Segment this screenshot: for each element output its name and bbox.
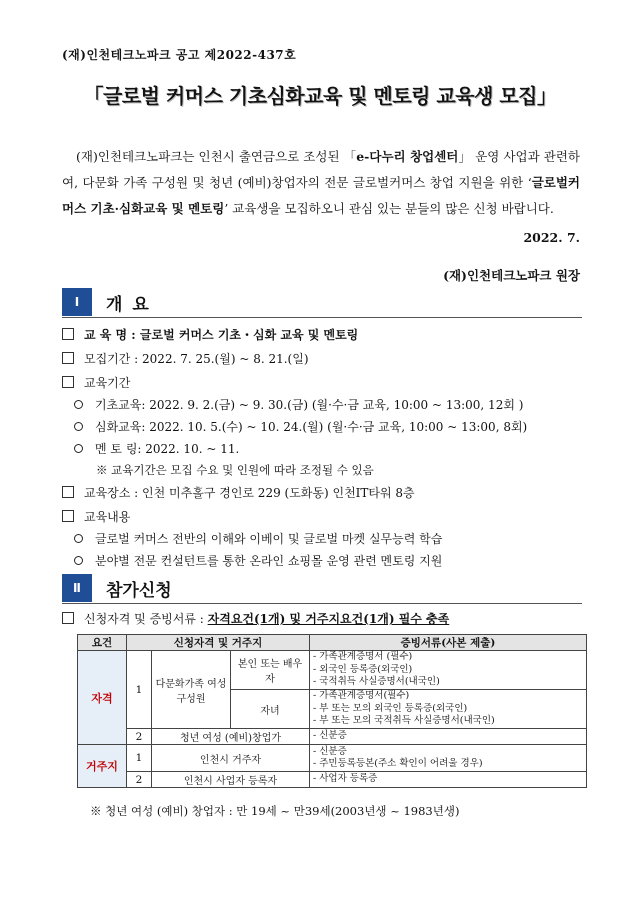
intro-text-1: (재)인천테크노파크는 인천시 출연금으로 조성된 「 bbox=[76, 149, 357, 164]
table-header: 신청자격 및 거주지 bbox=[127, 635, 310, 651]
row-number: 2 bbox=[127, 772, 152, 788]
evidence-item: - 주민등록등본(주소 확인이 어려울 경우) bbox=[313, 758, 483, 769]
section-title: 참가신청 bbox=[106, 580, 172, 601]
qualification-child: 자녀 bbox=[231, 690, 310, 729]
intro-text-2: 」 운영 사업과 관련하여, 다문화 가족 구성원 및 청년 (예비)창업자의 전문 글로벌커머스 창업 지원을 위한 ‘ bbox=[62, 149, 580, 190]
overview-basic bbox=[74, 396, 523, 413]
evidence-cell bbox=[310, 772, 587, 788]
residence-business: 인천시 사업자 등록자 bbox=[152, 772, 310, 788]
qualification-youth: 청년 여성 (예비)창업가 bbox=[152, 729, 310, 745]
row-number: 2 bbox=[127, 729, 152, 745]
apply-requirement bbox=[62, 610, 449, 627]
table-header: 요건 bbox=[78, 635, 127, 651]
evidence-item: - 가족관계증명서(필수) bbox=[313, 690, 410, 702]
content-item-text: 분야별 전문 컨설턴트를 통한 온라인 쇼핑몰 운영 관련 멘토링 지원 bbox=[95, 554, 443, 568]
intro-center-name: e-다누리 창업센터 bbox=[356, 149, 459, 164]
overview-note: ※ 교육기간은 모집 수요 및 인원에 따라 조정될 수 있음 bbox=[96, 463, 374, 477]
footnote: ※ 청년 여성 (예비) 창업자 : 만 19세 ~ 만39세(2003년생 ~ 1983년생) bbox=[90, 804, 460, 818]
checkbox-square-icon bbox=[62, 328, 74, 340]
overview-course bbox=[62, 326, 358, 343]
circle-bullet-icon bbox=[74, 400, 83, 409]
qualification-spouse: 본인 또는 배우자 bbox=[231, 651, 310, 690]
overview-basic-text: 기초교육: 2022. 9. 2.(금) ~ 9. 30.(금) (월·수·금 교육, 10:00 ~ 13:00, 12회 ) bbox=[95, 398, 524, 412]
checkbox-square-icon bbox=[62, 352, 74, 364]
overview-course-text: 교 육 명 : 글로벌 커머스 기초・심화 교육 및 멘토링 bbox=[84, 328, 359, 342]
overview-mentoring-text: 멘 토 링: 2022. 10. ~ 11. bbox=[95, 442, 240, 456]
circle-bullet-icon bbox=[74, 556, 83, 565]
circle-bullet-icon bbox=[74, 422, 83, 431]
evidence-item: - 국적취득 사실증명서(내국인) bbox=[313, 676, 440, 688]
evidence-cell bbox=[310, 729, 587, 745]
category-residence: 거주지 bbox=[78, 745, 127, 788]
signer: (재)인천테크노파크 원장 bbox=[443, 268, 580, 283]
notice-number: (재)인천테크노파크 공고 제2022-437호 bbox=[62, 48, 297, 62]
notice-date: 2022. 7. bbox=[523, 230, 580, 245]
qualification-multicultural: 다문화가족 여성 구성원 bbox=[152, 651, 231, 729]
evidence-item: - 부 또는 모의 국적취득 사실증명서(내국인) bbox=[313, 715, 495, 727]
row-number: 1 bbox=[127, 745, 152, 772]
intro-program-name: 글로벌커머스 기초·심화교육 및 멘토링 bbox=[62, 175, 580, 216]
evidence-cell bbox=[310, 651, 587, 690]
page-title: 「글로벌 커머스 기초심화교육 및 멘토링 교육생 모집」 bbox=[83, 84, 557, 108]
evidence-cell bbox=[310, 745, 587, 772]
row-number: 1 bbox=[127, 651, 152, 729]
content-item-text: 글로벌 커머스 전반의 이해와 이베이 및 글로벌 마켓 실무능력 학습 bbox=[95, 532, 443, 546]
evidence-item: - 사업자 등록증 bbox=[313, 773, 378, 785]
table-row bbox=[78, 745, 587, 772]
overview-content-item-1 bbox=[74, 530, 442, 547]
table-row bbox=[78, 729, 587, 745]
section-number: Ⅱ bbox=[62, 574, 92, 602]
section-title: 개 요 bbox=[106, 294, 151, 315]
overview-advanced bbox=[74, 418, 527, 435]
section-overview-header bbox=[62, 288, 151, 316]
evidence-item: - 부 또는 모의 외국인 등록증(외국인) bbox=[313, 702, 468, 714]
overview-place-text: 교육장소 : 인천 미추홀구 경인로 229 (도화동) 인천IT타워 8층 bbox=[84, 486, 415, 500]
overview-period bbox=[62, 350, 309, 367]
checkbox-square-icon bbox=[62, 376, 74, 388]
overview-place bbox=[62, 484, 415, 501]
table-header: 증빙서류(사본 제출) bbox=[310, 635, 587, 651]
divider bbox=[62, 317, 582, 318]
overview-content-item-2 bbox=[74, 552, 442, 569]
overview-content bbox=[62, 508, 130, 525]
overview-content-text: 교육내용 bbox=[84, 510, 131, 524]
residence-incheon: 인천시 거주자 bbox=[152, 745, 310, 772]
overview-period-text: 모집기간 : 2022. 7. 25.(월) ~ 8. 21.(일) bbox=[84, 352, 309, 366]
section-number: Ⅰ bbox=[62, 288, 92, 316]
evidence-cell bbox=[310, 690, 587, 729]
circle-bullet-icon bbox=[74, 534, 83, 543]
table-row bbox=[78, 772, 587, 788]
table-header-row bbox=[78, 635, 587, 651]
table-row bbox=[78, 651, 587, 690]
apply-prefix: 신청자격 및 증빙서류 : bbox=[84, 612, 208, 626]
evidence-item: - 신분증 bbox=[313, 730, 347, 742]
overview-mentoring bbox=[74, 440, 239, 457]
evidence-item: - 외국인 등록증(외국인) bbox=[313, 663, 413, 675]
intro-text-3: ’ 교육생을 모집하오니 관심 있는 분들의 많은 신청 바랍니다. bbox=[224, 201, 554, 216]
overview-advanced-text: 심화교육: 2022. 10. 5.(수) ~ 10. 24.(월) (월·수·금 교육, 10:00 ~ 13:00, 8회) bbox=[95, 420, 528, 434]
intro-paragraph bbox=[62, 144, 580, 222]
evidence-item: - 신분증 bbox=[313, 745, 347, 757]
overview-edu-period bbox=[62, 374, 130, 391]
checkbox-square-icon bbox=[62, 486, 74, 498]
apply-emphasis: 자격요건(1개) 및 거주지요건(1개) 필수 충족 bbox=[207, 612, 450, 626]
circle-bullet-icon bbox=[74, 444, 83, 453]
evidence-item: - 가족관계증명서 (필수) bbox=[313, 651, 413, 663]
overview-edu-period-text: 교육기간 bbox=[84, 376, 131, 390]
checkbox-square-icon bbox=[62, 612, 74, 624]
section-apply-header bbox=[62, 574, 172, 602]
divider bbox=[62, 603, 582, 604]
category-qualification: 자격 bbox=[78, 651, 127, 745]
requirements-table bbox=[77, 634, 587, 788]
checkbox-square-icon bbox=[62, 510, 74, 522]
